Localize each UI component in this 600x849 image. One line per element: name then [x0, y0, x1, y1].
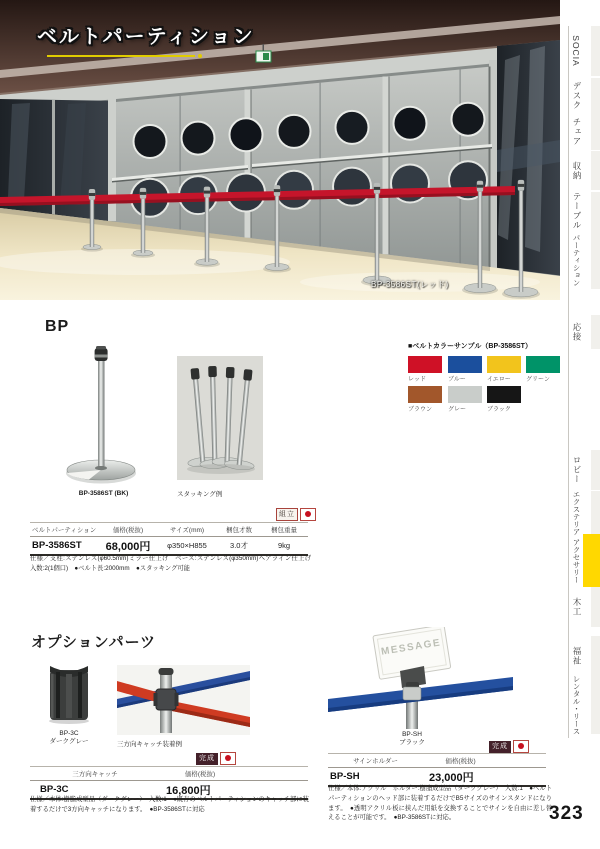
title-underline-decoration [47, 55, 195, 57]
color-sample-brown: ブラウン [408, 386, 442, 413]
tab-strip [591, 450, 600, 490]
cell-size: φ350×H855 [167, 541, 207, 550]
bp3c-color: ダークグレー [49, 738, 89, 746]
cell-price: 16,800円 [166, 784, 211, 797]
color-sample-gray: グレー [448, 386, 482, 413]
completed-badge: 完成 [489, 741, 511, 753]
sidebar-tab-socia[interactable] [560, 28, 600, 74]
tab-strip [591, 113, 600, 150]
tab-strip [591, 78, 600, 114]
sidebar-tab-label: テーブル [572, 192, 582, 230]
bpsh-color: ブラック [399, 739, 425, 747]
color-sample-black: ブラック [487, 386, 521, 413]
col-product: 三方向キャッチ [72, 771, 118, 778]
bp-badge-row [276, 508, 316, 521]
sidebar-tab-storage[interactable] [560, 153, 600, 188]
col-price: 価格(税抜) [184, 771, 216, 778]
sidebar-tab-rental[interactable] [560, 675, 600, 735]
three-way-catch-illustration [42, 662, 96, 726]
sidebar-tab-label: アクセサリー [572, 538, 581, 583]
sign-holder-figure [328, 627, 513, 730]
sidebar-tab-table[interactable] [560, 194, 600, 228]
sidebar-tab-label: レンタル・リース [572, 675, 581, 735]
sign-holder-illustration [328, 627, 513, 730]
bp-section-heading: BP [45, 318, 70, 335]
sidebar-tab-label: 収納 [572, 161, 582, 180]
catch-spec-note: 仕様／本体:樹脂成型品（ダークグレー） 入数:1 ●既存のベルトパーティションのキャッチ部に装着するだけで3方向キャッチになります。 ●BP-3586STに対応 [30, 796, 309, 813]
catch-example-figure [117, 665, 250, 735]
sidebar-tab-welfare[interactable] [560, 638, 600, 674]
sign-spec-table [328, 753, 546, 787]
swatch-blue [448, 356, 482, 373]
sidebar-tab-label: デスク [572, 81, 582, 111]
sidebar-tab-label: チェア [572, 117, 582, 146]
japan-flag-icon [300, 508, 316, 521]
tab-strip [591, 676, 600, 734]
svg-text:MESSAGE: MESSAGE [380, 637, 442, 658]
sidebar-tab-woodwork[interactable] [560, 589, 600, 625]
sidebar-tab-exterior[interactable] [560, 490, 600, 536]
sidebar-tab-lobby[interactable] [560, 452, 600, 488]
bpsh-caption [382, 731, 442, 748]
category-sidebar [560, 0, 600, 849]
col-price: 価格(税抜) [112, 527, 144, 534]
color-sample-yellow: イエロー [487, 356, 521, 383]
swatch-yellow [487, 356, 521, 373]
col-product: ベルトパーティション [32, 527, 97, 534]
col-product: サインホルダー [353, 758, 398, 765]
sidebar-tab-label: パーティション [572, 233, 581, 286]
sidebar-tab-accessory[interactable] [560, 536, 600, 585]
tab-strip [591, 26, 600, 76]
sidebar-tab-desk[interactable] [560, 80, 600, 112]
bp3c-figure [42, 662, 96, 726]
hero-caption: BP-3586ST(レッド) [371, 280, 449, 289]
cell-price: 23,000円 [429, 771, 474, 784]
table-header-row [30, 522, 308, 537]
tab-strip [591, 315, 600, 349]
completed-badge: 完成 [196, 753, 218, 765]
belt-color-samples [408, 341, 560, 417]
tab-strip-active [583, 534, 600, 587]
assembly-badge: 組立 [276, 508, 298, 521]
japan-flag-icon [513, 740, 529, 753]
color-sample-blue: ブルー [448, 356, 482, 383]
sidebar-tab-label: 応接 [572, 322, 582, 342]
col-price: 価格(税抜) [445, 758, 476, 765]
col-size: サイズ(mm) [169, 527, 205, 534]
swatch-brown [408, 386, 442, 403]
catch-badge-row [196, 752, 236, 765]
sidebar-tab-chair[interactable] [560, 115, 600, 148]
hero-photo [0, 0, 560, 300]
sign-spec-note: 仕様／本体:アクリル ホルダー:樹脂成型品（ダークグレー） 入数:1 ●ベルトパーティションのヘッド部に装着するだけでB5サイズのサインスタンドになります。 ●透明アクリル板に挟んだ用紙を交換することでサインを自由に差し替えることが可能です。 ●BP-3586STに対応。 [328, 785, 552, 822]
table-header-row [30, 766, 308, 781]
bpsh-model: BP-SH [402, 731, 422, 738]
catch-example-illustration [117, 665, 250, 735]
col-pack-weight: 梱包重量 [271, 527, 297, 534]
cell-price: 68,000円 [105, 540, 151, 553]
swatch-green [526, 356, 560, 373]
cell-pack-weight: 9kg [277, 541, 291, 550]
cell-pack-size: 3.0才 [230, 541, 248, 550]
table-header-row [328, 753, 546, 768]
tab-strip [591, 230, 600, 289]
bp-post-figure [58, 346, 146, 488]
sidebar-tab-label: エクステリア [572, 490, 581, 536]
swatch-gray [448, 386, 482, 403]
sidebar-tab-label: SOCIA [571, 35, 581, 67]
col-pack-size: 梱包才数 [226, 527, 252, 534]
options-section-heading: オプションパーツ [31, 634, 157, 651]
tab-strip [591, 491, 600, 535]
bp-spec-table [30, 522, 308, 556]
bp-spec-note: 仕様／支柱:ステンレス(φ60.5mm)ミラー仕上げ ベース:ステンレス(φ350mm)ヘアライン仕上げ 入数:2(1個口) ●ベルト長:2000mm ●スタッキング可能 [30, 555, 318, 572]
page-title: ベルトパーティション [37, 26, 255, 48]
cell-model: BP-SH [330, 771, 360, 782]
tab-strip [591, 192, 600, 230]
tab-strip [591, 151, 600, 190]
catch-example-caption: 三方向キャッチ装着例 [117, 741, 182, 748]
stacking-caption: スタッキング例 [177, 491, 223, 498]
bp-post-caption: BP-3586ST (BK) [78, 490, 129, 497]
cell-model: BP-3586ST [32, 540, 82, 551]
swatch-red [408, 356, 442, 373]
sidebar-tab-partition[interactable] [560, 232, 600, 287]
stacked-posts-illustration [177, 356, 263, 480]
sidebar-tab-reception[interactable] [560, 317, 600, 347]
tab-strip [591, 636, 600, 676]
bp3c-model: BP-3C [59, 730, 79, 737]
sign-badge-row [489, 740, 529, 753]
sidebar-tab-label: 福祉 [572, 646, 582, 666]
page-number: 323 [549, 803, 584, 824]
stacking-figure [177, 356, 263, 480]
color-samples-heading: ■ベルトカラーサンプル（BP-3586ST） [408, 343, 532, 350]
japan-flag-icon [220, 752, 236, 765]
cell-model: BP-3C [40, 784, 69, 795]
bp3c-caption [34, 730, 104, 747]
swatch-black [487, 386, 521, 403]
belt-post-illustration [58, 346, 146, 488]
color-sample-green: グリーン [526, 356, 560, 383]
sidebar-tab-label: 木工 [572, 597, 582, 617]
tab-strip [591, 587, 600, 627]
sidebar-tab-label: ロビー [572, 455, 582, 485]
color-sample-red: レッド [408, 356, 442, 383]
